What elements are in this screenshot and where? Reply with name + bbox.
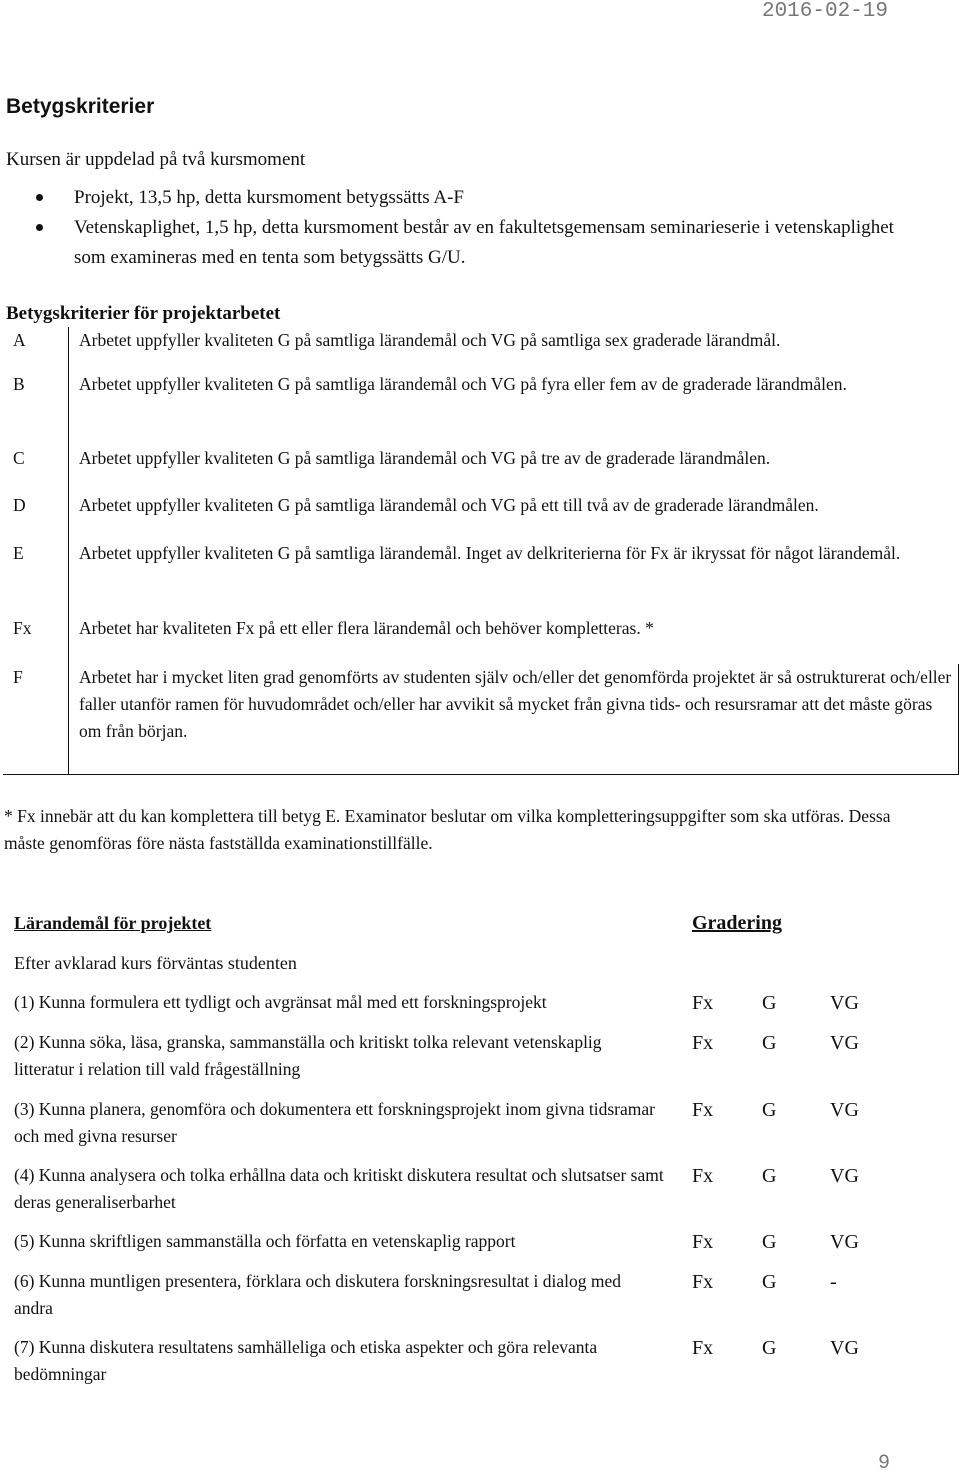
grade-cell: A [3, 327, 69, 371]
grade-option: Fx [692, 1271, 714, 1293]
grade-option: G [762, 992, 777, 1014]
grade-option: Fx [692, 1099, 714, 1121]
course-parts-list [30, 183, 930, 273]
grade-cell: D [3, 492, 69, 540]
grade-cell: B [3, 371, 69, 445]
grade-option: Fx [692, 1032, 714, 1054]
criteria-cell: Arbetet uppfyller kvaliteten G på samtliga lärandemål. Inget av delkriterierna för Fx är ikryssat för något lärandemål. [79, 543, 901, 563]
grade-option: Fx [692, 992, 714, 1014]
criteria-cell: Arbetet uppfyller kvaliteten G på samtliga lärandemål och VG på ett till två av de graderade lärandmålen. [79, 495, 819, 515]
list-item [30, 213, 930, 273]
table-row [3, 371, 959, 445]
grade-option: G [762, 1231, 777, 1253]
objective-text: (7) Kunna diskutera resultatens samhälleliga och etiska aspekter och göra relevanta bedömningar [14, 1337, 598, 1384]
grade-cell: F [3, 664, 69, 774]
criteria-cell: Arbetet har i mycket liten grad genomförts av studenten själv och/eller det genomförda projektet är så ostrukturerat och/eller faller utanför ramen för huvudområdet och/eller har avvikit så mycket från givna tids- och resursramar att det måste göras om från början. [69, 664, 959, 774]
grade-criteria-table [3, 327, 959, 775]
criteria-cell: Arbetet uppfyller kvaliteten G på samtliga lärandemål och VG på fyra eller fem av de graderade lärandmålen. [79, 374, 847, 394]
grade-option: Fx [692, 1337, 714, 1359]
grade-option: G [762, 1099, 777, 1121]
table-row [3, 445, 959, 492]
grade-option: VG [830, 1231, 859, 1253]
list-item-text: Projekt, 13,5 hp, detta kursmoment betygssätts A-F [74, 187, 465, 208]
page-number: 9 [877, 1452, 890, 1475]
footnote: * Fx innebär att du kan komplettera till betyg E. Examinator beslutar om vilka kompletteringsuppgifter som ska utföras. Dessa måste genomföras före nästa fastställda examinationstillfälle. [4, 806, 891, 853]
grade-option: G [762, 1337, 777, 1359]
objective-text: (5) Kunna skriftligen sammanställa och författa en vetenskaplig rapport [14, 1231, 516, 1251]
objective-text: (1) Kunna formulera ett tydligt och avgränsat mål med ett forskningsprojekt [14, 992, 547, 1012]
bullet-icon [36, 194, 43, 201]
bullet-icon [36, 224, 43, 231]
table-row [3, 327, 959, 371]
table-row [3, 492, 959, 540]
objective-text: (2) Kunna söka, läsa, granska, sammanställa och kritiskt tolka relevant vetenskaplig litteratur i relation till vald frågeställning [14, 1032, 602, 1079]
objectives-intro: Efter avklarad kurs förväntas studenten [14, 953, 297, 973]
list-item-text: Vetenskaplighet, 1,5 hp, detta kursmoment består av en fakultetsgemensam seminarieserie i vetenskaplighet som examineras med en tenta som betygssätts G/U. [74, 217, 894, 268]
objective-text: (6) Kunna muntligen presentera, förklara och diskutera forskningsresultat i dialog med andra [14, 1271, 621, 1318]
grade-option: Fx [692, 1231, 714, 1253]
table-row [3, 540, 959, 615]
criteria-cell: Arbetet har kvaliteten Fx på ett eller flera lärandemål och behöver kompletteras. * [79, 618, 654, 638]
grade-option: VG [830, 1032, 859, 1054]
grade-option: G [762, 1271, 777, 1293]
grading-title: Gradering [692, 912, 782, 934]
grade-option: Fx [692, 1165, 714, 1187]
objective-text: (4) Kunna analysera och tolka erhållna data och kritiskt diskutera resultat och slutsatser samt deras generaliserbarhet [14, 1165, 664, 1212]
header-date: 2016-02-19 [761, 0, 888, 23]
grade-option: - [830, 1271, 837, 1293]
grade-option: VG [830, 1099, 859, 1121]
grade-option: VG [830, 992, 859, 1014]
objective-text: (3) Kunna planera, genomföra och dokumentera ett forskningsprojekt inom givna tidsramar och med givna resurser [14, 1099, 655, 1146]
grade-option: VG [830, 1165, 859, 1187]
criteria-cell: Arbetet uppfyller kvaliteten G på samtliga lärandemål och VG på samtliga sex graderade lärandmål. [79, 330, 781, 350]
table-row [3, 664, 959, 774]
grade-cell: Fx [3, 615, 69, 664]
intro-text: Kursen är uppdelad på två kursmoment [6, 149, 306, 170]
grade-cell: C [3, 445, 69, 492]
grade-option: G [762, 1165, 777, 1187]
page-title: Betygskriterier [6, 95, 155, 118]
list-item [30, 183, 930, 213]
grade-cell: E [3, 540, 69, 615]
grade-option: VG [830, 1337, 859, 1359]
grade-option: G [762, 1032, 777, 1054]
criteria-cell: Arbetet uppfyller kvaliteten G på samtliga lärandemål och VG på tre av de graderade lärandmålen. [79, 448, 771, 468]
objectives-title: Lärandemål för projektet [14, 913, 212, 933]
table-row [3, 615, 959, 664]
criteria-title: Betygskriterier för projektarbetet [6, 303, 281, 324]
